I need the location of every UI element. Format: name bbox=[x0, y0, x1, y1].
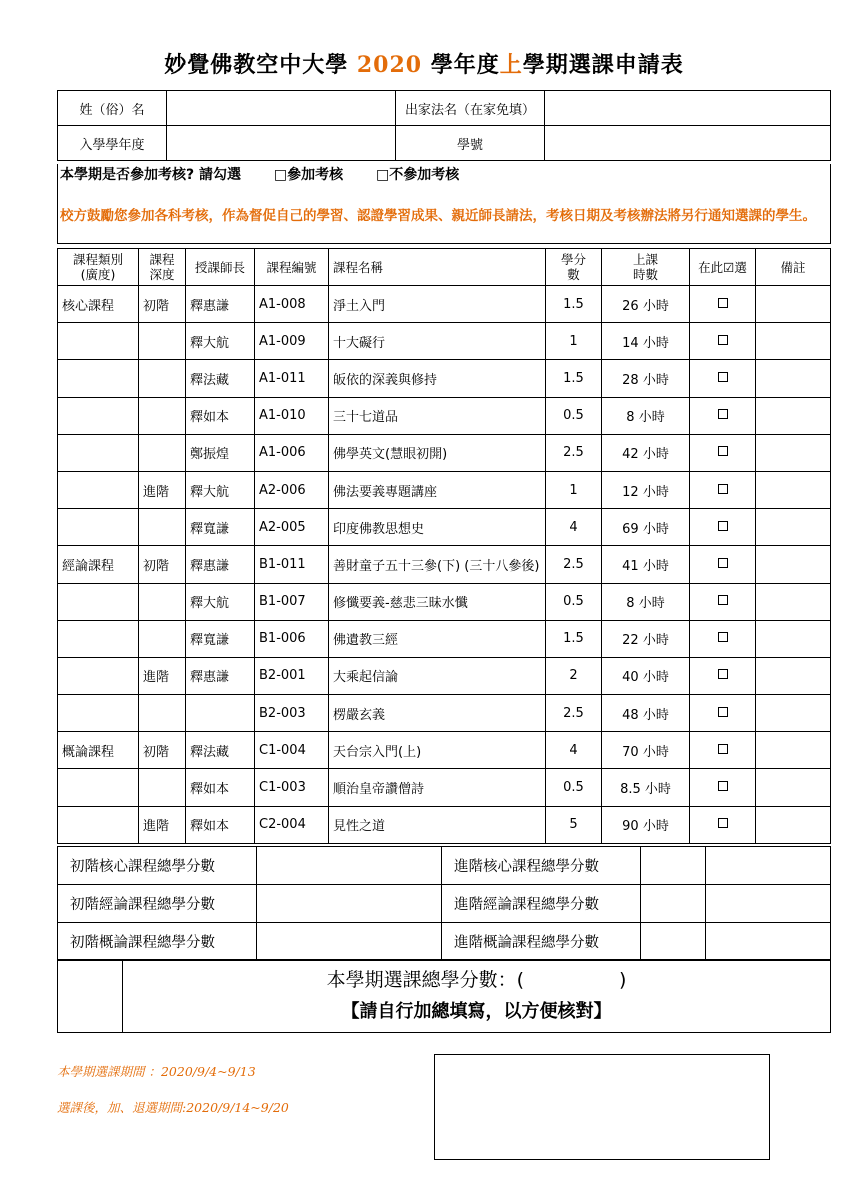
course-name: 順治皇帝讚僧詩 bbox=[329, 769, 546, 806]
enroll-year-label: 入學學年度 bbox=[58, 126, 167, 161]
course-code: B2-003 bbox=[255, 695, 329, 732]
course-depth bbox=[139, 434, 186, 471]
course-select-checkbox[interactable] bbox=[718, 781, 728, 791]
course-table bbox=[57, 248, 831, 844]
grand-total-cell bbox=[123, 960, 831, 1033]
header-depth: 課程 深度 bbox=[139, 249, 186, 286]
course-select-checkbox[interactable] bbox=[718, 632, 728, 642]
course-row bbox=[58, 806, 831, 843]
header-teacher: 授課師長 bbox=[186, 249, 255, 286]
course-name: 見性之道 bbox=[329, 806, 546, 843]
totals-left-label: 初階核心課程總學分數 bbox=[58, 847, 257, 885]
course-row bbox=[58, 657, 831, 694]
grand-total-note: 【請自行加總填寫，以方便核對】 bbox=[341, 1001, 612, 1022]
course-hours: 40 小時 bbox=[602, 657, 690, 694]
course-select-checkbox[interactable] bbox=[718, 744, 728, 754]
course-select-checkbox[interactable] bbox=[718, 409, 728, 419]
course-code: A1-008 bbox=[255, 286, 329, 323]
name-field[interactable] bbox=[167, 91, 396, 126]
stamp-box bbox=[434, 1054, 770, 1160]
course-depth: 初階 bbox=[139, 546, 186, 583]
course-remark[interactable] bbox=[756, 397, 831, 434]
course-category bbox=[58, 471, 139, 508]
course-remark[interactable] bbox=[756, 806, 831, 843]
totals-right-extra[interactable] bbox=[706, 885, 831, 923]
course-select-checkbox[interactable] bbox=[718, 298, 728, 308]
course-name: 淨土入門 bbox=[329, 286, 546, 323]
header-select: 在此☑選 bbox=[690, 249, 756, 286]
exam-yes-checkbox[interactable]: □參加考核 bbox=[273, 167, 344, 183]
course-credits: 2.5 bbox=[546, 434, 602, 471]
course-header-row bbox=[58, 249, 831, 286]
course-depth bbox=[139, 769, 186, 806]
course-row bbox=[58, 434, 831, 471]
course-teacher: 釋如本 bbox=[186, 769, 255, 806]
totals-left-label: 初階概論課程總學分數 bbox=[58, 923, 257, 961]
course-remark[interactable] bbox=[756, 732, 831, 769]
course-select-checkbox[interactable] bbox=[718, 521, 728, 531]
course-credits: 1.5 bbox=[546, 360, 602, 397]
course-name: 皈依的深義與修持 bbox=[329, 360, 546, 397]
course-depth bbox=[139, 583, 186, 620]
course-select-checkbox[interactable] bbox=[718, 484, 728, 494]
course-select-cell bbox=[690, 286, 756, 323]
course-name: 天台宗入門(上) bbox=[329, 732, 546, 769]
course-remark[interactable] bbox=[756, 509, 831, 546]
course-select-checkbox[interactable] bbox=[718, 818, 728, 828]
course-row bbox=[58, 769, 831, 806]
course-name: 十大礙行 bbox=[329, 323, 546, 360]
course-name: 佛學英文(慧眼初開) bbox=[329, 434, 546, 471]
course-teacher: 鄭振煌 bbox=[186, 434, 255, 471]
course-teacher: 釋大航 bbox=[186, 471, 255, 508]
dharma-name-field[interactable] bbox=[545, 91, 831, 126]
header-hours: 上課 時數 bbox=[602, 249, 690, 286]
course-teacher: 釋惠謙 bbox=[186, 657, 255, 694]
course-credits: 0.5 bbox=[546, 583, 602, 620]
course-category: 核心課程 bbox=[58, 286, 139, 323]
course-credits: 1.5 bbox=[546, 286, 602, 323]
course-row bbox=[58, 323, 831, 360]
course-category bbox=[58, 323, 139, 360]
header-remark: 備註 bbox=[756, 249, 831, 286]
course-teacher: 釋法藏 bbox=[186, 360, 255, 397]
exam-question-row bbox=[57, 164, 831, 186]
course-select-cell bbox=[690, 695, 756, 732]
totals-right-field[interactable] bbox=[641, 923, 706, 961]
course-code: B1-011 bbox=[255, 546, 329, 583]
course-hours: 26 小時 bbox=[602, 286, 690, 323]
course-row bbox=[58, 620, 831, 657]
course-category: 概論課程 bbox=[58, 732, 139, 769]
totals-right-label: 進階經論課程總學分數 bbox=[442, 885, 641, 923]
course-hours: 90 小時 bbox=[602, 806, 690, 843]
totals-left-label: 初階經論課程總學分數 bbox=[58, 885, 257, 923]
course-credits: 2.5 bbox=[546, 695, 602, 732]
course-depth: 進階 bbox=[139, 657, 186, 694]
course-teacher: 釋大航 bbox=[186, 323, 255, 360]
course-hours: 42 小時 bbox=[602, 434, 690, 471]
course-depth: 初階 bbox=[139, 732, 186, 769]
course-hours: 41 小時 bbox=[602, 546, 690, 583]
course-credits: 4 bbox=[546, 732, 602, 769]
totals-row bbox=[58, 885, 831, 923]
course-hours: 8 小時 bbox=[602, 583, 690, 620]
course-name: 大乘起信論 bbox=[329, 657, 546, 694]
course-hours: 8.5 小時 bbox=[602, 769, 690, 806]
totals-left-field[interactable] bbox=[257, 885, 442, 923]
course-code: A1-011 bbox=[255, 360, 329, 397]
course-category bbox=[58, 657, 139, 694]
course-depth bbox=[139, 620, 186, 657]
course-depth: 進階 bbox=[139, 471, 186, 508]
totals-right-extra[interactable] bbox=[706, 923, 831, 961]
course-hours: 8 小時 bbox=[602, 397, 690, 434]
course-depth: 初階 bbox=[139, 286, 186, 323]
course-category bbox=[58, 806, 139, 843]
course-teacher: 釋惠謙 bbox=[186, 546, 255, 583]
course-name: 善財童子五十三參(下) (三十八參後) bbox=[329, 546, 546, 583]
grand-total-blank bbox=[58, 960, 123, 1033]
course-remark[interactable] bbox=[756, 769, 831, 806]
header-course-name: 課程名稱 bbox=[329, 249, 546, 286]
course-remark[interactable] bbox=[756, 434, 831, 471]
course-name: 楞嚴玄義 bbox=[329, 695, 546, 732]
course-remark[interactable] bbox=[756, 471, 831, 508]
totals-left-field[interactable] bbox=[257, 847, 442, 885]
course-category bbox=[58, 769, 139, 806]
course-select-cell bbox=[690, 806, 756, 843]
grand-total-label[interactable]: 本學期選課總學分數：( ) bbox=[326, 969, 627, 991]
course-hours: 70 小時 bbox=[602, 732, 690, 769]
course-credits: 0.5 bbox=[546, 769, 602, 806]
course-select-cell bbox=[690, 434, 756, 471]
course-remark[interactable] bbox=[756, 286, 831, 323]
course-teacher bbox=[186, 695, 255, 732]
course-teacher: 釋如本 bbox=[186, 397, 255, 434]
course-credits: 5 bbox=[546, 806, 602, 843]
course-credits: 1.5 bbox=[546, 620, 602, 657]
enroll-year-field[interactable] bbox=[167, 126, 396, 161]
course-select-checkbox[interactable] bbox=[718, 446, 728, 456]
course-code: A1-010 bbox=[255, 397, 329, 434]
course-credits: 2.5 bbox=[546, 546, 602, 583]
course-select-checkbox[interactable] bbox=[718, 595, 728, 605]
course-hours: 14 小時 bbox=[602, 323, 690, 360]
selection-period: 本學期選課期間 ：2020/9/4~9/13 bbox=[57, 1064, 256, 1079]
course-code: A1-006 bbox=[255, 434, 329, 471]
course-teacher: 釋寬謙 bbox=[186, 509, 255, 546]
course-select-cell bbox=[690, 471, 756, 508]
totals-right-field[interactable] bbox=[641, 885, 706, 923]
course-credits: 4 bbox=[546, 509, 602, 546]
course-depth bbox=[139, 509, 186, 546]
course-teacher: 釋惠謙 bbox=[186, 286, 255, 323]
student-id-field[interactable] bbox=[545, 126, 831, 161]
course-depth bbox=[139, 397, 186, 434]
course-hours: 22 小時 bbox=[602, 620, 690, 657]
course-code: A1-009 bbox=[255, 323, 329, 360]
totals-row bbox=[58, 847, 831, 885]
course-remark[interactable] bbox=[756, 620, 831, 657]
course-category bbox=[58, 509, 139, 546]
totals-left-field[interactable] bbox=[257, 923, 442, 961]
course-row bbox=[58, 732, 831, 769]
course-code: A2-006 bbox=[255, 471, 329, 508]
course-credits: 1 bbox=[546, 471, 602, 508]
course-select-checkbox[interactable] bbox=[718, 558, 728, 568]
course-code: B1-007 bbox=[255, 583, 329, 620]
course-category bbox=[58, 695, 139, 732]
course-teacher: 釋寬謙 bbox=[186, 620, 255, 657]
course-code: A2-005 bbox=[255, 509, 329, 546]
course-select-cell bbox=[690, 583, 756, 620]
course-select-checkbox[interactable] bbox=[718, 372, 728, 382]
course-select-cell bbox=[690, 769, 756, 806]
course-row bbox=[58, 546, 831, 583]
course-depth bbox=[139, 695, 186, 732]
course-row bbox=[58, 509, 831, 546]
course-code: C2-004 bbox=[255, 806, 329, 843]
course-select-cell bbox=[690, 732, 756, 769]
course-hours: 48 小時 bbox=[602, 695, 690, 732]
course-row bbox=[58, 286, 831, 323]
exam-no-checkbox[interactable]: □不參加考核 bbox=[375, 167, 460, 183]
course-name: 佛法要義專題講座 bbox=[329, 471, 546, 508]
course-depth bbox=[139, 360, 186, 397]
dharma-name-label: 出家法名（在家免填） bbox=[396, 91, 545, 126]
course-teacher: 釋大航 bbox=[186, 583, 255, 620]
course-row bbox=[58, 360, 831, 397]
course-category bbox=[58, 397, 139, 434]
course-row bbox=[58, 695, 831, 732]
course-code: B2-001 bbox=[255, 657, 329, 694]
course-teacher: 釋如本 bbox=[186, 806, 255, 843]
course-category bbox=[58, 620, 139, 657]
course-row bbox=[58, 471, 831, 508]
course-code: C1-004 bbox=[255, 732, 329, 769]
course-code: C1-003 bbox=[255, 769, 329, 806]
totals-table bbox=[57, 846, 831, 961]
course-name: 修懺要義-慈悲三昧水懺 bbox=[329, 583, 546, 620]
course-remark[interactable] bbox=[756, 323, 831, 360]
course-select-cell bbox=[690, 546, 756, 583]
course-row bbox=[58, 397, 831, 434]
page-title: 妙覺佛教空中大學 2020 學年度上學期選課申請表 bbox=[164, 52, 684, 78]
add-drop-period: 選課後，加、退選期間:2020/9/14~9/20 bbox=[57, 1100, 289, 1115]
course-remark[interactable] bbox=[756, 360, 831, 397]
course-select-checkbox[interactable] bbox=[718, 335, 728, 345]
header-credits: 學分 數 bbox=[546, 249, 602, 286]
grand-total-table bbox=[57, 959, 831, 1033]
course-select-cell bbox=[690, 657, 756, 694]
student-id-label: 學號 bbox=[396, 126, 545, 161]
course-hours: 12 小時 bbox=[602, 471, 690, 508]
totals-row bbox=[58, 923, 831, 961]
totals-right-field[interactable] bbox=[641, 847, 706, 885]
exam-question: 本學期是否參加考核? 請勾選 bbox=[60, 167, 241, 183]
course-select-cell bbox=[690, 323, 756, 360]
course-row bbox=[58, 583, 831, 620]
course-credits: 0.5 bbox=[546, 397, 602, 434]
course-category bbox=[58, 434, 139, 471]
course-remark[interactable] bbox=[756, 695, 831, 732]
header-category: 課程類別 (廣度) bbox=[58, 249, 139, 286]
course-name: 印度佛教思想史 bbox=[329, 509, 546, 546]
course-category bbox=[58, 360, 139, 397]
course-name: 三十七道品 bbox=[329, 397, 546, 434]
personal-info-table bbox=[57, 90, 831, 161]
course-teacher: 釋法藏 bbox=[186, 732, 255, 769]
course-remark[interactable] bbox=[756, 583, 831, 620]
name-label: 姓（俗）名 bbox=[58, 91, 167, 126]
course-category: 經論課程 bbox=[58, 546, 139, 583]
course-select-cell bbox=[690, 620, 756, 657]
course-remark[interactable] bbox=[756, 546, 831, 583]
course-category bbox=[58, 583, 139, 620]
course-hours: 28 小時 bbox=[602, 360, 690, 397]
course-depth: 進階 bbox=[139, 806, 186, 843]
totals-right-extra[interactable] bbox=[706, 847, 831, 885]
course-credits: 1 bbox=[546, 323, 602, 360]
exam-notice: 校方鼓勵您參加各科考核，作為督促自己的學習、認證學習成果、親近師長請法，考核日期及考核辦法將另行通知選課的學生。 bbox=[57, 186, 831, 244]
course-select-cell bbox=[690, 360, 756, 397]
course-name: 佛遺教三經 bbox=[329, 620, 546, 657]
course-select-cell bbox=[690, 397, 756, 434]
header-code: 課程編號 bbox=[255, 249, 329, 286]
totals-right-label: 進階概論課程總學分數 bbox=[442, 923, 641, 961]
course-select-checkbox[interactable] bbox=[718, 669, 728, 679]
course-credits: 2 bbox=[546, 657, 602, 694]
course-remark[interactable] bbox=[756, 657, 831, 694]
course-hours: 69 小時 bbox=[602, 509, 690, 546]
totals-right-label: 進階核心課程總學分數 bbox=[442, 847, 641, 885]
course-select-cell bbox=[690, 509, 756, 546]
course-code: B1-006 bbox=[255, 620, 329, 657]
course-select-checkbox[interactable] bbox=[718, 707, 728, 717]
course-depth bbox=[139, 323, 186, 360]
